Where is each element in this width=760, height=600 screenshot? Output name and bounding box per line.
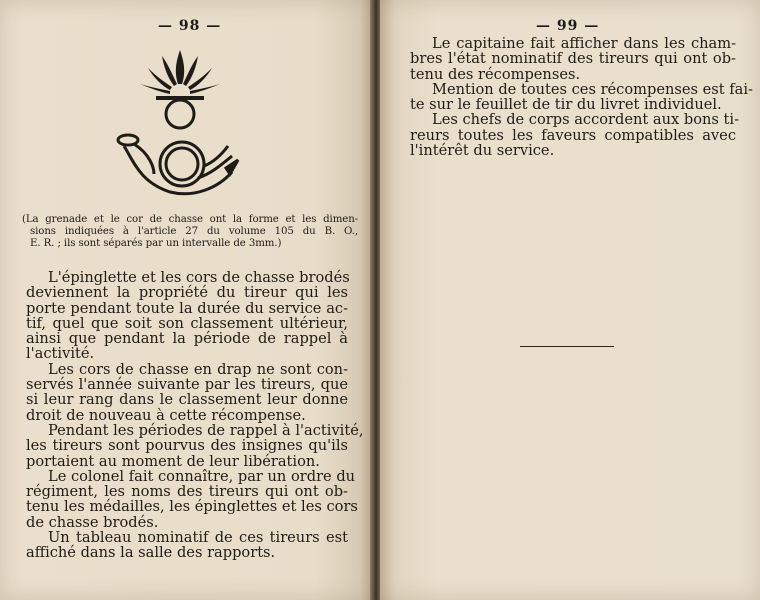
text-line: régiment, les noms des tireurs qui ont ob- <box>26 483 348 501</box>
right-body-text <box>410 35 753 160</box>
paragraph <box>26 421 364 470</box>
text-line: tenu des récompenses. <box>410 65 581 83</box>
text-line: reurs toutes les faveurs compatibles avec <box>410 126 736 144</box>
page-number-right: — 99 — <box>536 18 600 34</box>
text-line: bres l'état nominatif des tireurs qui ont ob- <box>410 50 736 68</box>
text-line: Les cors de chasse en drap ne sont con- <box>48 360 348 378</box>
caption-line: (La grenade et le cor de chasse ont la forme et les dimen- <box>22 214 358 225</box>
text-line: servés l'année suivante par les tireurs, que <box>26 376 348 394</box>
text-line: Mention de toutes ces récompenses est fai- <box>432 80 753 98</box>
text-line: Les chefs de corps accordent aux bons ti- <box>432 111 739 129</box>
paragraph <box>26 362 348 423</box>
paragraph <box>410 80 753 114</box>
text-line: si leur rang dans le classement leur donne <box>26 391 348 409</box>
text-line: portaient au moment de leur libération. <box>26 452 320 470</box>
right-page <box>380 0 760 600</box>
text-line: ainsi que pendant la période de rappel à <box>26 330 348 348</box>
paragraph <box>410 111 739 160</box>
caption-line: E. R. ; ils sont séparés par un intervalle de 3mm.) <box>30 238 282 249</box>
text-line: droit de nouveau à cette récompense. <box>26 406 306 424</box>
text-line: les tireurs sont pourvus des insignes qu'ils <box>26 437 348 455</box>
text-line: tif, quel que soit son classement ultérieur, <box>26 314 348 332</box>
paragraph <box>410 36 736 82</box>
text-line: Pendant les périodes de rappel à l'activité, <box>48 421 364 439</box>
text-line: affiché dans la salle des rapports. <box>26 544 276 562</box>
left-body-text <box>26 269 364 562</box>
text-line: tenu les médailles, les épinglettes et les cors <box>26 498 358 516</box>
text-line: de chasse brodés. <box>26 513 159 531</box>
text-line: l'activité. <box>26 345 95 363</box>
text-line: Le colonel fait connaître, par un ordre du <box>48 467 356 485</box>
grenade-horn-emblem-icon <box>110 42 250 202</box>
text-line: deviennent la propriété du tireur qui les <box>26 284 348 302</box>
text-line: Un tableau nominatif de ces tireurs est <box>48 529 348 547</box>
text-line: te sur le feuillet de tir du livret individuel. <box>410 96 722 114</box>
paragraph <box>26 530 348 561</box>
page-number-left: — 98 — <box>158 18 222 34</box>
paragraph <box>26 467 358 531</box>
end-rule <box>520 346 614 347</box>
text-line: porte pendant toute la durée du service ac- <box>26 299 348 317</box>
paragraph <box>26 270 348 362</box>
text-line: l'intérêt du service. <box>410 142 555 160</box>
text-line: L'épinglette et les cors de chasse brodés <box>48 269 350 286</box>
left-page <box>0 0 372 600</box>
caption-line: sions indiquées à l'article 27 du volume 105 du B. O., <box>30 226 358 237</box>
figure-caption <box>22 214 358 250</box>
text-line: Le capitaine fait afficher dans les cham- <box>432 35 736 52</box>
